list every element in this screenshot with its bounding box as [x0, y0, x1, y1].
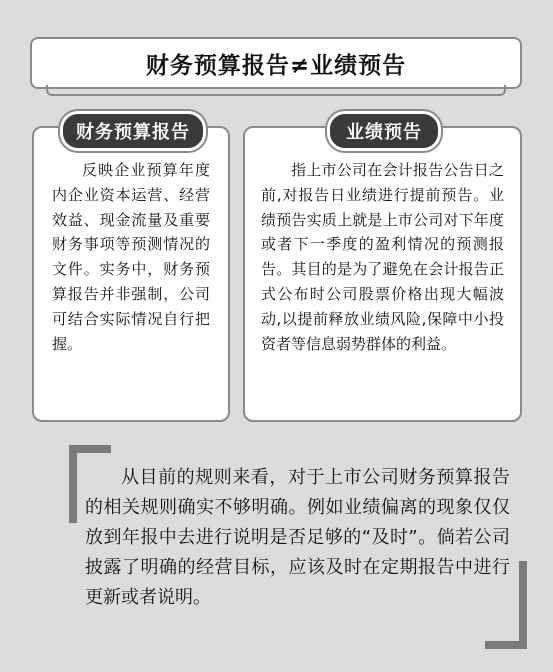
right-card-heading: 业绩预告: [327, 111, 441, 151]
page-title: 财务预算报告≠业绩预告: [30, 37, 522, 89]
bottom-note-frame: [70, 445, 522, 645]
left-card-heading: 财务预算报告: [60, 111, 206, 151]
right-card-earnings-forecast: [243, 122, 522, 422]
left-card-body: 反映企业预算年度内企业资本运营、经营效益、现金流量及重要财务事项等预测情况的文件。实务中，财务预算报告并非强制，公司可结合实际情况自行把握。: [52, 161, 210, 353]
right-card-body: 指上市公司在会计报告公告日之前,对报告日业绩进行提前预告。业绩预告实质上就是上市公司对下年度或者下一季度的盈利情况的预测报告。其目的是为了避免在会计报告正式公布时公司股票价格出现大幅波动,以提前释放业绩风险,保障中小投资者等信息弱势群体的利益。: [261, 161, 504, 353]
left-card-financial-budget-report: [32, 122, 230, 422]
bottom-note-text: 从目前的规则来看，对于上市公司财务预算报告的相关规则确实不够明确。例如业绩偏离的现象仅仅放到年报中去进行说明是否足够的“及时”。倘若公司披露了明确的经营目标，应该及时在定期报告中进行更新或者说明。: [85, 467, 510, 608]
